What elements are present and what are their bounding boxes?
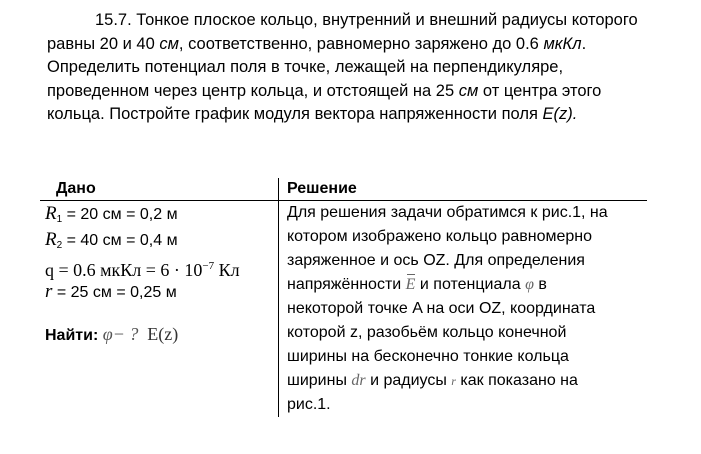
problem-statement (47, 9, 687, 127)
table-header (40, 178, 647, 201)
given-find: Найти: φ− ? E(z) (45, 324, 179, 344)
problem-line-3: Определить потенциал поля в точке, лежащей на перпендикуляре, (47, 58, 564, 76)
solution-line-9: рис.1. (287, 396, 331, 413)
problem-line-1: 15.7. Тонкое плоское кольцо, внутренний и внешний радиусы которого (95, 11, 638, 29)
solution-line-8: ширины dr и радиусы r как показано на (287, 372, 578, 389)
solution-line-4: напряжённости E и потенциала φ в (287, 273, 647, 297)
solution-cell (279, 201, 648, 418)
given-spacer (40, 305, 278, 321)
given-solution-table (40, 178, 647, 417)
solution-line-1: Для решения задачи обратимся к рис.1, на (287, 204, 608, 221)
vector-e-symbol: E (406, 273, 416, 297)
problem-line-4: проведенном через центр кольца, и отстоящей на 25 см от центра этого (47, 81, 602, 100)
solution-line-5: некоторой точке A на оси OZ, координата (287, 300, 596, 317)
problem-line-5: кольца. Постройте график модуля вектора напряженности поля E(z). (47, 105, 578, 123)
problem-line-2: равны 20 и 40 см, соответственно, равномерно заряжено до 0.6 мкКл. (47, 34, 587, 53)
given-r2: $R_2 = 40$ см = 0,4 м (45, 229, 178, 251)
solution-line-3: заряженное и ось OZ. Для определения (287, 252, 585, 269)
given-charge: q = 0.6 мкКл = $6 \cdot 10^{-7}$ Кл (45, 260, 240, 280)
solution-line-6: которой z, разобьём кольцо конечной (287, 324, 567, 341)
header-solution: Решение (279, 178, 648, 201)
solution-line-7: ширины на бесконечно тонкие кольца (287, 348, 569, 365)
problem-number: 15.7. (95, 11, 132, 29)
solution-line-2: котором изображено кольцо равномерно (287, 228, 593, 245)
table-body (40, 201, 647, 418)
header-given: Дано (40, 178, 279, 201)
given-r1: $R_1 = 20$ см = 0,2 м (45, 203, 178, 225)
given-r: r = 25 см = 0,25 м (45, 281, 177, 302)
given-cell (40, 201, 279, 418)
